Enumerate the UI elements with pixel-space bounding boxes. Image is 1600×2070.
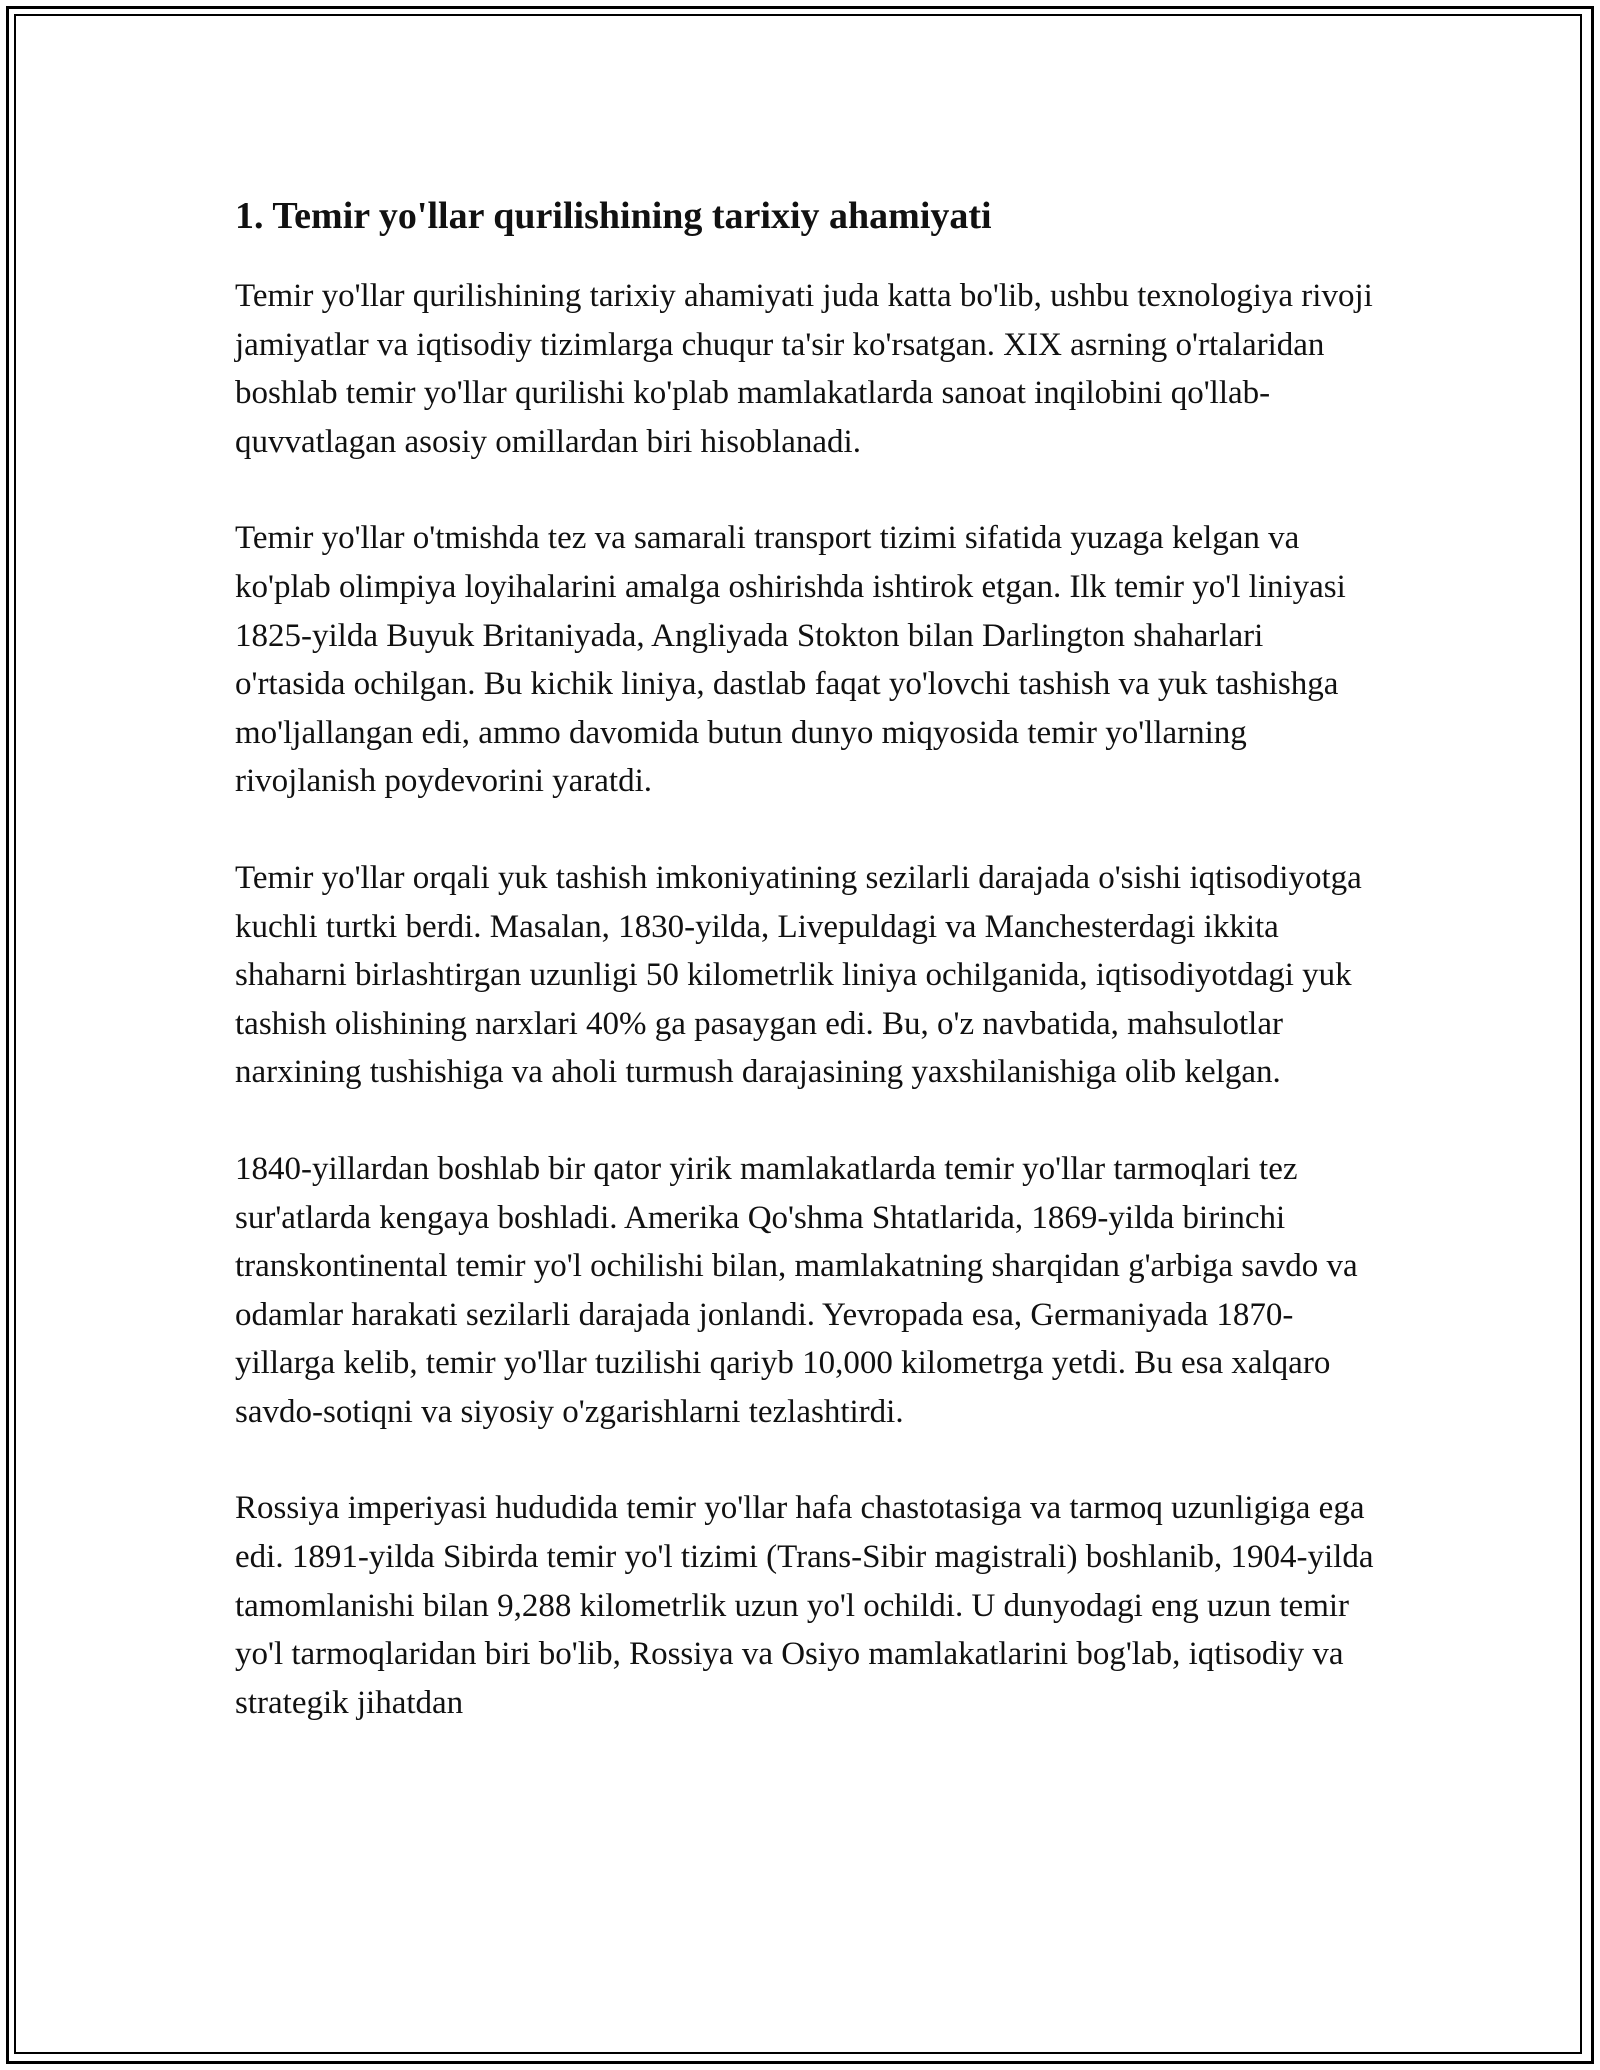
paragraph-1: Temir yo'llar qurilishining tarixiy ahamiyati juda katta bo'lib, ushbu texnologiya rivoji jamiyatlar va iqtisodiy tizimlarga chuqur ta'sir ko'rsatgan. XIX asrning o'rtalaridan boshlab temir yo'llar qurilishi ko'plab mamlakatlarda sanoat inqilobini qo'llab-quvvatlagan asosiy omillardan biri hisoblanadi. [235,278,1373,460]
paragraph-3: Temir yo'llar orqali yuk tashish imkoniyatining sezilarli darajada o'sishi iqtisodiyotga kuchli turtki berdi. Masalan, 1830-yilda, Livepuldagi va Manchesterdagi ikkita shaharni birlashtirgan uzunligi 50 kilometrlik liniya ochilganida, iqtisodiyotdagi yuk tashish olishining narxlari 40% ga pasaygan edi. Bu, o'z navbatida, mahsulotlar narxining tushishiga va aholi turmush darajasining yaxshilanishiga olib kelgan. [235,859,1362,1091]
paragraph-4: 1840-yillardan boshlab bir qator yirik mamlakatlarda temir yo'llar tarmoqlari tez sur'atlarda kengaya boshladi. Amerika Qo'shma Shtatlarida, 1869-yilda birinchi transkontinental temir yo'l ochilishi bilan, mamlakatning sharqidan g'arbiga savdo va odamlar harakati sezilarli darajada jonlandi. Yevropada esa, Germaniyada 1870-yillarga kelib, temir yo'llar tuzilishi qariyb 10,000 kilometrga yetdi. Bu esa xalqaro savdo-sotiqni va siyosiy o'zgarishlarni tezlashtirdi. [235,1150,1358,1430]
document-body [235,188,1375,1775]
paragraph-5: Rossiya imperiyasi hududida temir yo'llar hafa chastotasiga va tarmoq uzunligiga ega edi. 1891-yilda Sibirda temir yo'l tizimi (Trans-Sibir magistrali) boshlanib, 1904-yilda tamomlanishi bilan 9,288 kilometrlik uzun yo'l ochildi. U dunyodagi eng uzun temir yo'l tarmoqlaridan biri bo'lib, Rossiya va Osiyo mamlakatlarini bog'lab, iqtisodiy va strategik jihatdan [235,1490,1374,1721]
paragraph-2: Temir yo'llar o'tmishda tez va samarali transport tizimi sifatida yuzaga kelgan va ko'plab olimpiya loyihalarini amalga oshirishda ishtirok etgan. Ilk temir yo'l liniyasi 1825-yilda Buyuk Britaniyada, Angliyada Stokton bilan Darlington shaharlari o'rtasida ochilgan. Bu kichik liniya, dastlab faqat yo'lovchi tashish va yuk tashishga mo'ljallangan edi, ammo davomida butun dunyo miqyosida temir yo'llarning rivojlanish poydevorini yaratdi. [235,520,1346,800]
section-heading: 1. Temir yo'llar qurilishining tarixiy ahamiyati [235,195,992,237]
